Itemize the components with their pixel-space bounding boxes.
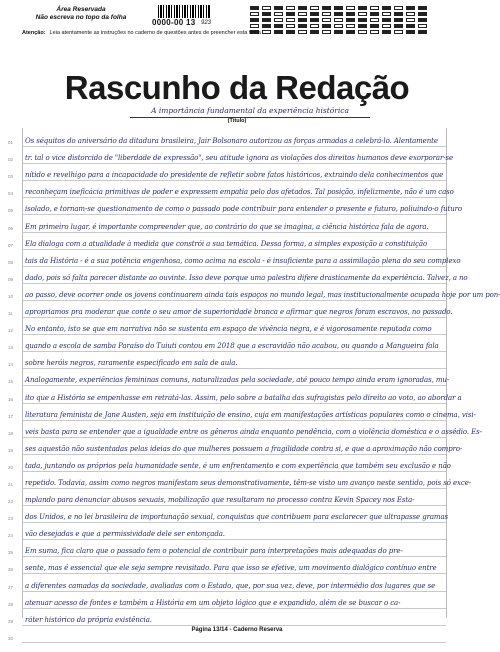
line-number: 05: [8, 208, 14, 214]
answer-grid: [250, 6, 440, 40]
essay-line: [8, 369, 450, 386]
line-text: tais da História - é a sua potência engenhosa, como acima na escola - é insuficiente para a assimilação plena do seu complexo: [25, 256, 461, 265]
line-number: 24: [8, 533, 14, 539]
line-text: dado, pois só falta parecer distante ao ouvinte. Isso deve porque uma palestra difere drasticamente da experiência. Talvez, a no: [25, 273, 468, 282]
essay-line: [8, 164, 446, 181]
line-number: 30: [8, 635, 14, 641]
line-number: 01: [8, 140, 14, 146]
title-caption: (Título): [227, 118, 247, 124]
attention-notice: [22, 30, 261, 36]
line-text: ito que a História se empenhasse em retratá-las. Assim, pelo sobre a batalha das sufragistas pelo direito ao voto, ao abordar a: [25, 393, 462, 402]
line-text: isolado, e tornam-se questionamento de como o passado pode contribuir para entender o presente e futuro, poliuindo-o futuro: [25, 205, 462, 214]
line-number: 08: [8, 259, 14, 265]
essay-title: A importância fundamental da experiência histórica: [151, 106, 349, 115]
line-text: nítido e revelhigo para a incapacidade do presidente de refletir sobre fatos históricos, extraindo dela conhecimentos que: [25, 171, 444, 180]
essay-line: [8, 335, 446, 352]
line-number: 02: [8, 157, 14, 163]
essay-line: [8, 574, 446, 591]
line-text: Os séquitos do aniversário da ditadura brasileira, Jair Bolsonaro autorizou as forças armadas a celebrá-lo. Alentamente: [25, 137, 438, 146]
line-number: 13: [8, 345, 14, 351]
line-text: No entanto, isto se que em narrativa não se sustenta em espaço de vivência negra, e é vigorosamente reputada como: [25, 325, 432, 334]
essay-line: [8, 198, 462, 215]
essay-line: [8, 130, 446, 147]
line-text: repetido. Todavia, assim como negros manifestam seus demonstrativamente, têm-se visto um avanço neste sentido, pois só exce-: [25, 478, 472, 487]
essay-line: [8, 386, 462, 403]
line-text: quando a escola de samba Paraíso do Tuiuti contou em 2018 que a escravidão não acabou, ou quando a Mangueira fala: [25, 342, 439, 351]
essay-line: [8, 318, 446, 335]
line-number: 12: [8, 328, 14, 334]
line-text: a diferentes camadas da sociedade, avaliadas com o Estado, que, por sua vez, deve, por intermédio dos lugares que se: [25, 581, 436, 590]
line-text: literatura feminista de Jane Austen, seja em instituição de ensino, cuja em manifestações artísticas populares como o cinema, visi-: [25, 410, 476, 419]
essay-line: [8, 181, 454, 198]
essay-line: [8, 267, 468, 284]
line-text: sente, mas é essencial que ele seja sempre revisitado. Para que isso se efetive, um movimento dialógico contínuo entre: [25, 564, 437, 573]
line-number: 27: [8, 584, 14, 590]
line-number: 07: [8, 242, 14, 248]
line-text: Em primeiro lugar, é importante compreender que, ao contrário do que se imagina, a ciência histórica fala de agora.: [25, 222, 429, 231]
essay-line: [8, 284, 500, 301]
area-label: Área Reservada: [56, 6, 106, 13]
essay-line: [8, 352, 446, 369]
line-number: 22: [8, 499, 14, 505]
line-text: Em suma, fica claro que o passado tem o potencial de contribuir para interpretações mais adequadas do pre-: [25, 547, 403, 556]
line-text: mplando para denunciar abusos sexuais, mobilização que resultaram no processo contra Kevin Spacey nos Esta-: [25, 496, 415, 505]
line-number: 17: [8, 413, 14, 419]
document-code-suffix: 923: [201, 20, 212, 26]
line-number: 04: [8, 191, 14, 197]
essay-line: [8, 472, 472, 489]
line-text: ses aquestão não sustentadas pelas ideias do que mulheres possuem a fragilidade contra si, e que a aproximação não compro-: [25, 444, 463, 453]
essay-line: [8, 250, 461, 267]
essay-line: [8, 609, 446, 626]
line-number: 20: [8, 464, 14, 470]
essay-line: [8, 301, 453, 318]
line-number: 15: [8, 379, 14, 385]
line-text: sobre heróis negros, raramente especificado em sala de aula.: [25, 359, 238, 368]
essay-line: [8, 489, 446, 506]
line-text: apropriamos pra moderar que conte o seu amor de superioridade branca e afirmar que negros foram escravos, no passado.: [25, 308, 453, 317]
line-text: dos Unidos, e no lei brasileira de importunação sexual, conquistas que contribuem para esclarecer que ultrapasse gramas: [25, 513, 449, 522]
essay-line: [8, 592, 446, 609]
right-margin-rule: [446, 128, 447, 618]
line-text: ao passo, deve ocorrer onde os jovens continuarem ainda tais espaços no mundo legal, mas institucionalmente ocupada hoje por um pon-: [25, 290, 500, 299]
line-number: 25: [8, 550, 14, 556]
line-number: 16: [8, 396, 14, 402]
attention-label: Atenção:: [22, 30, 46, 36]
line-number: 06: [8, 225, 14, 231]
reserved-area-label: [26, 6, 136, 22]
barcode: [158, 5, 210, 18]
line-number: 10: [8, 293, 14, 299]
page-footer: Página 13/14 - Caderno Reserva: [191, 627, 283, 633]
essay-lines: [8, 130, 500, 643]
essay-line: [8, 438, 463, 455]
line-text: veis basta para se entender que a igualdade entre os gêneros ainda enquanto pendência, com a violência doméstica e o assédio. Es-: [25, 427, 482, 436]
document-code: 0000-00 13: [152, 18, 196, 27]
essay-line: [8, 233, 446, 250]
line-text: Analogamente, experiências femininas comuns, naturalizadas pela sociedade, até pouco tempo ainda eram ignoradas, mu-: [25, 376, 450, 385]
essay-line: [8, 215, 446, 232]
line-text: tr. tal o vice distorcido de "liberdade de expressão", seu atitude ignora as violações dos direitos humanos deve exorporar-se: [25, 154, 454, 163]
essay-line: [8, 540, 446, 557]
page-title: Rascunho da Redação: [64, 69, 410, 106]
line-number: 03: [8, 174, 14, 180]
line-number: 09: [8, 276, 14, 282]
line-number: 11: [8, 311, 13, 317]
essay-line: [8, 455, 451, 472]
essay-line: [8, 147, 454, 164]
essay-line: [8, 557, 446, 574]
line-number: 21: [8, 481, 14, 487]
essay-line: [8, 506, 449, 523]
line-number: 29: [8, 618, 14, 624]
essay-line: [8, 523, 446, 540]
line-text: vão desejadas e que a permissividade dele ser entonçada.: [25, 530, 225, 539]
line-number: 23: [8, 516, 14, 522]
essay-line: [8, 404, 476, 421]
line-text: ráter histórico da própria existência.: [25, 615, 152, 624]
line-number: 14: [8, 362, 14, 368]
no-write-label: Não escreva no topo da folha: [35, 14, 127, 21]
line-text: Ela dialoga com a atualidade à medida que constrói a sua temática. Dessa forma, a simples exposição a constituição: [25, 239, 428, 248]
line-number: 18: [8, 430, 14, 436]
line-text: atenuar acesso de fontes e também a História em um objeto lógico que e expandido, além de se buscar o ca-: [25, 598, 401, 607]
essay-line: [8, 421, 482, 438]
line-text: reconheçam ineficácia primitivas de poder e expressem empatia pelo dos afetados. Tal posição, infelizmente, não é um caso: [25, 188, 454, 197]
attention-text: Leia atentamente as instruções no caderno de questões antes de preencher esta folha: [49, 30, 261, 36]
line-number: 26: [8, 567, 14, 573]
line-number: 28: [8, 601, 14, 607]
line-text: tada, juntando os próprios pela humanidade sente, é um enfrentamento e com experiência que também seu exclusão e não: [25, 461, 451, 470]
line-number: 19: [8, 447, 14, 453]
